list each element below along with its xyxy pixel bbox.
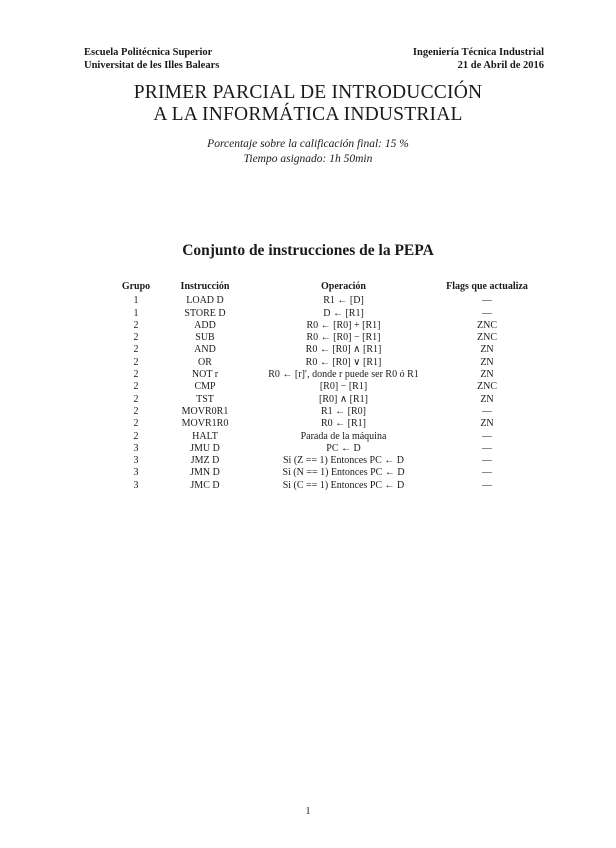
- table-row: [111, 431, 536, 443]
- cell-instruccion: JMU D: [190, 442, 220, 454]
- cell-flags: —: [482, 430, 492, 442]
- cell-grupo: 3: [133, 455, 139, 467]
- table-row: [111, 332, 536, 344]
- cell-grupo: 2: [133, 405, 139, 417]
- header-instruccion: Instrucción: [180, 281, 230, 292]
- exam-subtitle: [0, 137, 616, 167]
- cell-grupo: 2: [133, 381, 139, 393]
- cell-instruccion: JMC D: [190, 479, 220, 491]
- cell-instruccion: JMZ D: [190, 455, 220, 467]
- table-row: [111, 369, 536, 381]
- section-title: Conjunto de instrucciones de la PEPA: [182, 242, 434, 259]
- header-operacion: Operación: [321, 281, 366, 292]
- table-row: [111, 418, 536, 430]
- cell-flags: —: [482, 307, 492, 319]
- cell-operacion: R0 ← [R0] ∨ [R1]: [305, 356, 382, 368]
- table-row: [111, 357, 536, 369]
- cell-flags: ZNC: [477, 332, 497, 344]
- cell-operacion: Parada de la máquina: [300, 430, 387, 442]
- cell-grupo: 1: [133, 295, 139, 307]
- cell-operacion: R0 ← [r]′, donde r puede ser R0 ó R1: [268, 369, 419, 381]
- cell-instruccion: SUB: [195, 332, 215, 344]
- header-course: [413, 46, 544, 72]
- cell-instruccion: LOAD D: [186, 295, 224, 307]
- table-row: [111, 480, 536, 492]
- cell-operacion: [R0] ∧ [R1]: [319, 393, 368, 405]
- cell-flags: ZN: [480, 356, 494, 368]
- grade-percentage: Porcentaje sobre la calificación final: 15 %: [207, 138, 409, 150]
- table-row: [111, 308, 536, 320]
- cell-grupo: 2: [133, 430, 139, 442]
- cell-instruccion: STORE D: [184, 307, 226, 319]
- table-row: [111, 320, 536, 332]
- cell-operacion: Si (N == 1) Entonces PC ← D: [282, 467, 405, 479]
- header-institution: [84, 46, 219, 72]
- cell-instruccion: TST: [196, 393, 214, 405]
- cell-flags: —: [482, 479, 492, 491]
- table-row: [111, 381, 536, 393]
- header-school: Escuela Politécnica Superior: [84, 47, 213, 58]
- cell-grupo: 2: [133, 319, 139, 331]
- header-degree: Ingeniería Técnica Industrial: [412, 47, 544, 58]
- cell-instruccion: ADD: [194, 319, 216, 331]
- cell-flags: —: [482, 467, 492, 479]
- cell-operacion: R1 ← [D]: [323, 295, 364, 307]
- cell-operacion: D ← [R1]: [323, 307, 364, 319]
- cell-grupo: 3: [133, 479, 139, 491]
- table-row: [111, 455, 536, 467]
- table-row: [111, 443, 536, 455]
- instruction-rows: [111, 295, 536, 492]
- cell-flags: ZN: [480, 369, 494, 381]
- cell-grupo: 3: [133, 467, 139, 479]
- table-row: [111, 406, 536, 418]
- cell-flags: —: [482, 295, 492, 307]
- exam-title: [0, 82, 616, 126]
- cell-operacion: Si (Z == 1) Entonces PC ← D: [283, 455, 404, 467]
- cell-operacion: R0 ← [R0] + [R1]: [306, 319, 381, 331]
- cell-grupo: 2: [133, 332, 139, 344]
- cell-instruccion: MOVR1R0: [181, 418, 229, 430]
- cell-grupo: 2: [133, 356, 139, 368]
- cell-instruccion: AND: [194, 344, 216, 356]
- cell-flags: ZNC: [477, 319, 497, 331]
- cell-flags: —: [482, 455, 492, 467]
- cell-instruccion: HALT: [192, 430, 218, 442]
- cell-flags: —: [482, 405, 492, 417]
- cell-grupo: 1: [133, 307, 139, 319]
- cell-instruccion: CMP: [194, 381, 216, 393]
- table-row: [111, 344, 536, 356]
- exam-title-line1: PRIMER PARCIAL DE INTRODUCCIÓN: [133, 82, 483, 103]
- cell-grupo: 2: [133, 369, 139, 381]
- table-header-row: [111, 281, 536, 295]
- cell-operacion: Si (C == 1) Entonces PC ← D: [282, 479, 405, 491]
- table-row: [111, 467, 536, 479]
- cell-flags: ZN: [480, 344, 494, 356]
- time-allotted: Tiempo asignado: 1h 50min: [243, 153, 373, 165]
- header-date: 21 de Abril de 2016: [457, 60, 544, 71]
- table-row: [111, 394, 536, 406]
- cell-grupo: 2: [133, 418, 139, 430]
- exam-title-line2: A LA INFORMÁTICA INDUSTRIAL: [153, 104, 463, 125]
- page-number: 1: [305, 806, 311, 817]
- cell-instruccion: MOVR0R1: [181, 405, 229, 417]
- cell-flags: —: [482, 442, 492, 454]
- cell-grupo: 2: [133, 344, 139, 356]
- cell-instruccion: NOT r: [191, 369, 219, 381]
- header-grupo: Grupo: [121, 281, 151, 292]
- cell-grupo: 2: [133, 393, 139, 405]
- header-flags: Flags que actualiza: [446, 281, 528, 292]
- cell-operacion: R0 ← [R1]: [321, 418, 366, 430]
- table-row: [111, 295, 536, 307]
- cell-instruccion: JMN D: [190, 467, 220, 479]
- cell-operacion: R1 ← [R0]: [321, 405, 366, 417]
- cell-operacion: PC ← D: [326, 442, 361, 454]
- cell-flags: ZN: [480, 418, 494, 430]
- cell-flags: ZNC: [477, 381, 497, 393]
- cell-instruccion: OR: [198, 356, 212, 368]
- header-university: Universitat de les Illes Balears: [84, 60, 220, 71]
- instruction-set-table: [111, 281, 536, 492]
- cell-operacion: R0 ← [R0] − [R1]: [306, 332, 381, 344]
- cell-grupo: 3: [133, 442, 139, 454]
- cell-operacion: [R0] − [R1]: [319, 381, 368, 393]
- cell-operacion: R0 ← [R0] ∧ [R1]: [305, 344, 382, 356]
- cell-flags: ZN: [480, 393, 494, 405]
